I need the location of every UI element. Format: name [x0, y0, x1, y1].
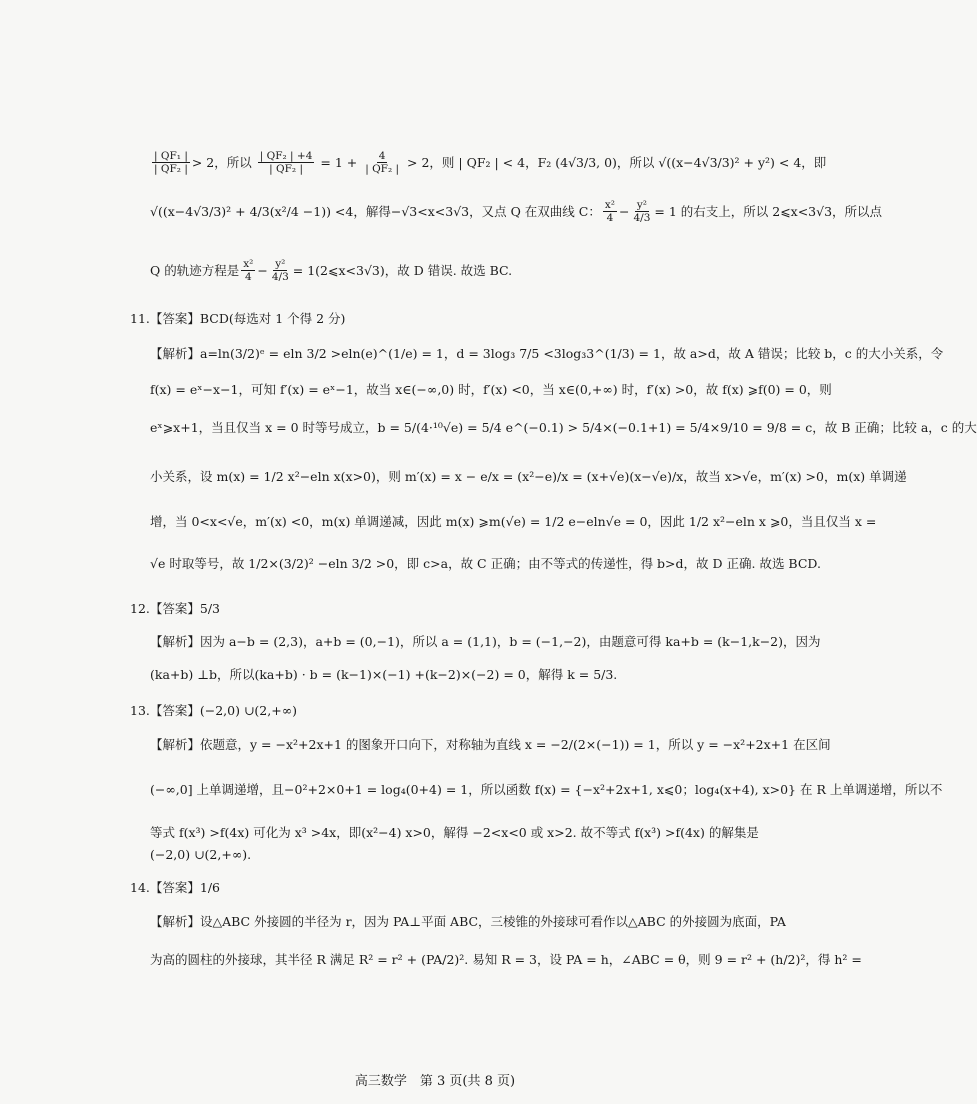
fraction	[603, 199, 617, 224]
fraction-numerator: x²	[243, 258, 254, 270]
fraction-denominator: | QF₂ |	[269, 163, 303, 175]
fraction-denominator: 4/3	[271, 271, 289, 283]
math-text: > 2，所以	[191, 154, 256, 170]
math-text: > 2，则 | QF₂ | < 4，F₂ (4√3/3, 0)，所以 √((x−4√3/3)² + y²) < 4，即	[403, 154, 827, 170]
q14-line-2: 为高的圆柱的外接球，其半径 R 满足 R² = r² + (PA/2)². 易知 R = 3，设 PA = h，∠ABC = θ，则 9 = r² + (h/2)²，得 h² =	[150, 952, 862, 967]
q12-answer: 12.【答案】5/3	[130, 601, 220, 616]
fraction-numerator: 4	[378, 150, 386, 162]
q13-line-1: 【解析】依题意，y = −x²+2x+1 的图象开口向下，对称轴为直线 x = −2/(2×(−1)) = 1，所以 y = −x²+2x+1 在区间	[150, 737, 831, 752]
q13-answer: 13.【答案】(−2,0) ∪(2,+∞)	[130, 703, 297, 718]
fraction-numerator: y²	[275, 258, 286, 270]
fraction-numerator: y²	[636, 199, 648, 211]
math-line-1	[150, 150, 827, 175]
q13-line-4: (−2,0) ∪(2,+∞).	[150, 847, 252, 862]
q12-line-2: (ka+b) ⊥b，所以(ka+b) · b = (k−1)×(−1) +(k−2)×(−2) = 0，解得 k = 5/3.	[150, 667, 618, 682]
math-line-2	[150, 199, 883, 224]
fraction-denominator: 4	[606, 212, 614, 224]
q11-line-6: √e 时取等号，故 1/2×(3/2)² −eln 3/2 >0，即 c>a，故 C 正确；由不等式的传递性，得 b>d，故 D 正确. 故选 BCD.	[150, 556, 821, 571]
q11-line-1: 【解析】a=ln(3/2)ᵉ = eln 3/2 >eln(e)^(1/e) = 1，d = 3log₃ 7/5 <3log₃3^(1/3) = 1，故 a>d，故 A 错误；比较 b，c 的大小关系，令	[150, 346, 944, 361]
q11-line-4: 小关系，设 m(x) = 1/2 x²−eln x(x>0)，则 m′(x) = x − e/x = (x²−e)/x = (x+√e)(x−√e)/x，故当 x>√e，m′(x) >0，m(x) 单调递	[150, 469, 907, 484]
fraction-denominator: 4/3	[633, 212, 651, 224]
q12-line-1: 【解析】因为 a−b = (2,3)，a+b = (0,−1)，所以 a = (1,1)，b = (−1,−2)，由题意可得 ka+b = (k−1,k−2)，因为	[150, 634, 821, 649]
fraction-denominator: | QF₂ |	[365, 163, 400, 175]
q11-answer: 11.【答案】BCD(每选对 1 个得 2 分)	[130, 311, 346, 326]
fraction-numerator: | QF₁ |	[154, 150, 188, 162]
q11-line-2: f(x) = eˣ−x−1，可知 f′(x) = eˣ−1，故当 x∈(−∞,0) 时，f′(x) <0，当 x∈(0,+∞) 时，f′(x) >0，故 f(x) ⩾f(0) = 0，则	[150, 382, 832, 397]
math-text: −	[619, 203, 630, 219]
fraction-numerator: | QF₂ | +4	[259, 150, 313, 162]
fraction	[258, 150, 315, 175]
q14-line-1: 【解析】设△ABC 外接圆的半径为 r，因为 PA⊥平面 ABC，三棱锥的外接球可看作以△ABC 的外接圆为底面，PA	[150, 914, 786, 929]
fraction	[152, 150, 190, 175]
q11-line-5: 增，当 0<x<√e，m′(x) <0，m(x) 单调递减，因此 m(x) ⩾m(√e) = 1/2 e−eln√e = 0，因此 1/2 x²−eln x ⩾0，当且仅当 x =	[150, 514, 877, 529]
fraction	[363, 150, 401, 175]
fraction	[631, 199, 652, 224]
fraction-denominator: 4	[244, 271, 252, 283]
fraction	[270, 258, 291, 283]
page-footer: 高三数学 第 3 页(共 8 页)	[354, 1074, 516, 1089]
math-text: = 1 的右支上，所以 2⩽x<3√3，所以点	[654, 203, 883, 219]
fraction-denominator: | QF₂ |	[154, 163, 188, 175]
math-text: = 1(2⩽x<3√3)，故 D 错误. 故选 BC.	[292, 262, 513, 278]
q14-answer: 14.【答案】1/6	[130, 880, 220, 895]
math-text: Q 的轨迹方程是	[150, 262, 240, 278]
math-line-3	[150, 258, 740, 283]
q13-line-2: (−∞,0] 上单调递增，且−0²+2×0+1 = log₄(0+4) = 1，所以函数 f(x) = {−x²+2x+1, x⩽0；log₄(x+4), x>0} 在 R 上单调递增，所以不	[150, 782, 943, 797]
math-text: √((x−4√3/3)² + 4/3(x²/4 −1)) <4，解得−√3<x<3√3，又点 Q 在双曲线 C：	[150, 203, 601, 219]
math-text: −	[257, 262, 268, 278]
fraction	[241, 258, 255, 283]
fraction-numerator: x²	[604, 199, 615, 211]
q11-line-3: eˣ⩾x+1，当且仅当 x = 0 时等号成立，b = 5/(4·¹⁰√e) = 5/4 e^(−0.1) > 5/4×(−0.1+1) = 5/4×9/10 = 9/8 = c，故 B 正确；比较 a，c 的大	[150, 420, 977, 435]
q13-line-3: 等式 f(x³) >f(4x) 可化为 x³ >4x，即(x²−4) x>0，解得 −2<x<0 或 x>2. 故不等式 f(x³) >f(4x) 的解集是	[150, 825, 759, 840]
math-text: = 1 +	[316, 154, 362, 170]
